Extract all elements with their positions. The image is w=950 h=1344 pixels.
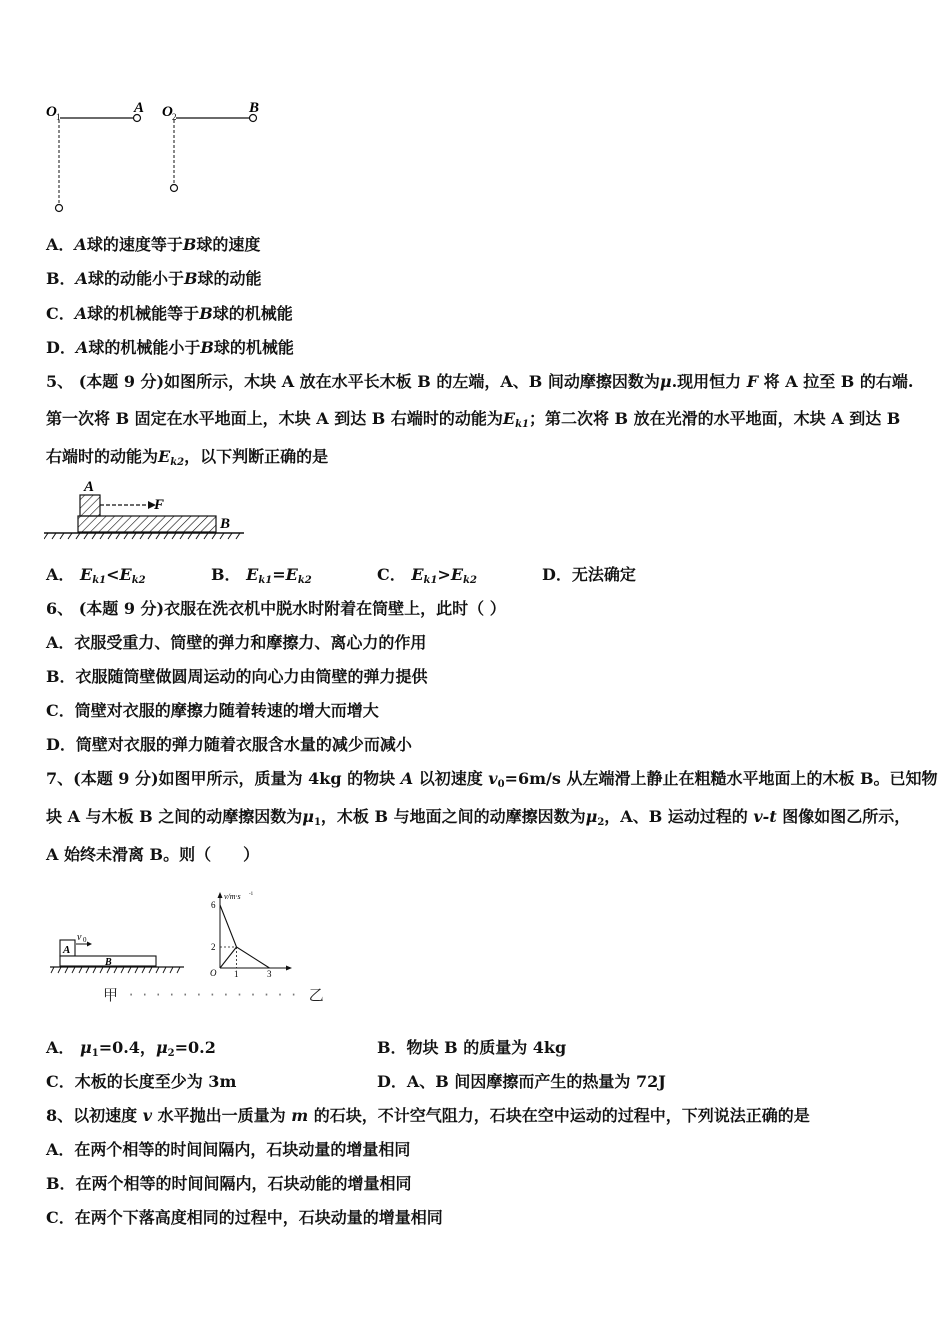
board-b-label: B [220, 516, 231, 532]
q5-stem-line-2: 第一次将 B 固定在水平地面上，木块 A 到达 B 右端时的动能为$E_{k1}$；第二次将 B 放在光滑的水平地面，木块 A 到达 B [46, 409, 901, 430]
q7-stem-line-2: 块 A 与木板 B 之间的动摩擦因数为$\mu_1$，木板 B 与地面之间的动摩擦因数为$\mu_2$，A、B 运动过程的 v-t 图像如图乙所示， [46, 807, 911, 828]
q6-option-b: B．衣服随筒壁做圆周运动的向心力由筒壁的弹力提供 [46, 667, 428, 686]
q7-v0-sub: 0 [83, 936, 87, 944]
ground-hatch [44, 533, 240, 539]
q6-option-c: C．筒壁对衣服的摩擦力随着转速的增大而增大 [46, 701, 379, 720]
q5-option-b: B． $E_{k1}=E_{k2}$ [211, 565, 312, 586]
q7-velocity-arrow-head [87, 942, 92, 947]
y-tick-6: 6 [211, 900, 216, 910]
q7-y-axis-label: v/m·s [224, 892, 241, 901]
q6-stem: 6、 (本题 9 分)衣服在洗衣机中脱水时附着在筒壁上，此时（ ） [46, 599, 506, 618]
q4-option-a: A．A球的速度等于B球的速度 [46, 235, 261, 254]
q7-ground-hatch [51, 967, 180, 973]
q7-figure-left [48, 928, 188, 978]
label-b: B [249, 100, 260, 116]
series-line-B [220, 947, 237, 968]
label-o2-sub: 2 [172, 112, 177, 122]
q6-option-a: A．衣服受重力、筒壁的弹力和摩擦力、离心力的作用 [46, 633, 427, 652]
block-a [80, 495, 100, 516]
caption-right: 乙 [308, 986, 324, 1004]
q4-option-d: D．A球的机械能小于B球的机械能 [46, 338, 294, 357]
q4-option-c: C．A球的机械能等于B球的机械能 [46, 304, 293, 323]
ball-b-low [171, 185, 178, 192]
label-a: A [134, 100, 145, 116]
q7-board-b-label: B [105, 957, 112, 968]
block-a-label: A [84, 479, 95, 495]
label-o2: O [162, 104, 173, 120]
q7-origin-label: O [210, 968, 217, 978]
q5-figure [44, 476, 254, 544]
q6-option-d: D．筒壁对衣服的弹力随着衣服含水量的减少而减小 [46, 735, 412, 754]
q7-stem-line-3: A 始终未滑离 B。则（ ） [46, 845, 260, 864]
q7-x-axis-arrow [286, 966, 292, 971]
force-label: F [154, 497, 165, 513]
q7-stem-line-1: 7、(本题 9 分)如图甲所示，质量为 4kg 的物块 A 以初速度 $v_0=6m/s$ 从左端滑上静止在粗糙水平地面上的木板 B。已知物 [46, 769, 938, 790]
label-o1-sub: 1 [56, 112, 61, 122]
label-o1: O [46, 104, 57, 120]
pendulum-figure [40, 96, 280, 221]
q7-v0-label: v [77, 932, 82, 943]
q7-option-a: A． $\mu_1=0.4$，$\mu_2=0.2$ [46, 1038, 216, 1059]
q7-block-a-label: A [63, 944, 71, 956]
q7-y-axis-exp: -1 [249, 892, 254, 897]
q5-stem-line-3: 右端时的动能为$E_{k2}$，以下判断正确的是 [46, 447, 329, 468]
q8-option-b: B．在两个相等的时间间隔内，石块动能的增量相同 [46, 1174, 412, 1193]
board-b [78, 516, 216, 532]
q5-stem-line-1: 5、 (本题 9 分)如图所示，木块 A 放在水平长木板 B 的左端，A、B 间动摩擦因数为μ.现用恒力 F 将 A 拉至 B 的右端. [46, 372, 914, 391]
q4-option-b: B．A球的动能小于B球的动能 [46, 269, 262, 288]
q8-option-a: A．在两个相等的时间间隔内，石块动量的增量相同 [46, 1140, 411, 1159]
q5-option-a: A． $E_{k1}<E_{k2}$ [46, 565, 146, 586]
caption-left: 甲 [103, 986, 119, 1004]
q8-stem: 8、以初速度 v 水平抛出一质量为 m 的石块，不计空气阻力，石块在空中运动的过程中，下列说法正确的是 [46, 1106, 810, 1125]
x-tick-1: 1 [234, 969, 239, 979]
q7-option-c: C．木板的长度至少为 3m [46, 1072, 237, 1091]
q7-vt-chart [200, 890, 300, 985]
q7-y-axis-arrow [218, 892, 223, 898]
q7-option-d: D．A、B 间因摩擦而产生的热量为 72J [377, 1072, 666, 1091]
q7-figure-caption [103, 985, 324, 1005]
q8-option-c: C．在两个下落高度相同的过程中，石块动量的增量相同 [46, 1208, 443, 1227]
caption-dots: · · · · · · · · · · · · · [122, 986, 305, 1004]
q5-option-d: D．无法确定 [542, 565, 636, 584]
q7-option-b: B．物块 B 的质量为 4kg [377, 1038, 567, 1057]
ball-a-low [56, 205, 63, 212]
q5-option-c: C． $E_{k1}>E_{k2}$ [377, 565, 477, 586]
x-tick-3: 3 [267, 969, 272, 979]
y-tick-2: 2 [211, 942, 216, 952]
